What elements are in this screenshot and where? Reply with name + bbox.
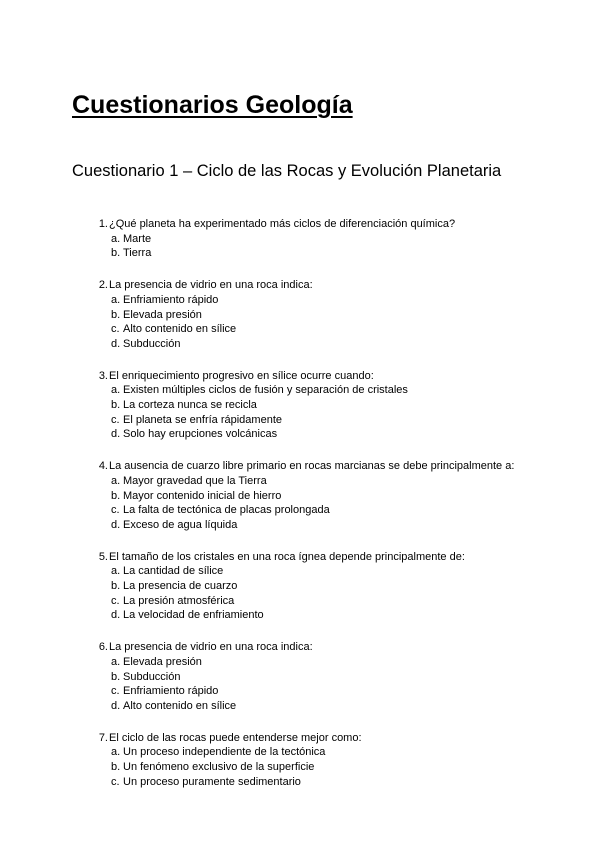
question-item xyxy=(72,550,542,624)
question-number-cell xyxy=(72,369,108,384)
question-number: 7. xyxy=(98,731,108,744)
question-line xyxy=(72,550,542,565)
question-item xyxy=(72,640,542,714)
option-list xyxy=(72,383,542,442)
option-letter: c. xyxy=(111,504,120,517)
option-text: Alto contenido en sílice xyxy=(123,323,237,336)
option-text: Un proceso puramente sedimentario xyxy=(123,775,301,788)
question-text: ¿Qué planeta ha experimentado más ciclos de diferenciación química? xyxy=(109,218,456,230)
option-item xyxy=(72,579,542,594)
question-line xyxy=(72,731,542,746)
question-item xyxy=(72,731,542,790)
option-text: Un proceso independiente de la tectónica xyxy=(123,746,326,759)
question-line xyxy=(72,369,542,384)
option-item xyxy=(72,427,542,442)
question-number: 2. xyxy=(98,279,108,292)
option-text: La falta de tectónica de placas prolongada xyxy=(123,504,330,517)
option-letter: c. xyxy=(111,775,120,788)
option-item xyxy=(72,745,542,760)
question-number-cell xyxy=(72,640,108,655)
option-item xyxy=(72,308,542,323)
section-title: Cuestionario 1 – Ciclo de las Rocas y Evolución Planetaria xyxy=(72,162,502,180)
option-list xyxy=(72,293,542,352)
question-number: 5. xyxy=(98,550,108,563)
option-letter: b. xyxy=(111,308,121,321)
option-item xyxy=(72,474,542,489)
option-letter: c. xyxy=(111,685,120,698)
option-text: Elevada presión xyxy=(123,655,202,668)
option-text: Enfriamiento rápido xyxy=(123,293,219,306)
question-line xyxy=(72,278,542,293)
option-text: La presión atmosférica xyxy=(123,594,235,607)
question-number-cell xyxy=(72,217,108,232)
option-letter: d. xyxy=(111,518,121,531)
question-list xyxy=(72,217,542,807)
option-item xyxy=(72,684,542,699)
option-letter: a. xyxy=(111,655,121,668)
option-item xyxy=(72,655,542,670)
option-item xyxy=(72,564,542,579)
option-text: Marte xyxy=(123,232,152,245)
option-letter: c. xyxy=(111,594,120,607)
option-text: La velocidad de enfriamiento xyxy=(123,609,264,622)
option-item xyxy=(72,699,542,714)
option-list xyxy=(72,564,542,623)
question-item xyxy=(72,217,542,261)
option-letter: d. xyxy=(111,337,121,350)
option-text: La presencia de cuarzo xyxy=(123,580,238,593)
option-list xyxy=(72,745,542,789)
question-line xyxy=(72,217,542,232)
option-text: Subducción xyxy=(123,337,181,350)
option-text: Subducción xyxy=(123,670,181,683)
question-item xyxy=(72,278,542,352)
question-number-cell xyxy=(72,550,108,565)
option-item xyxy=(72,383,542,398)
question-number: 1. xyxy=(98,218,108,230)
option-text: Un fenómeno exclusivo de la superficie xyxy=(123,761,315,774)
option-text: La cantidad de sílice xyxy=(123,565,224,578)
question-item xyxy=(72,459,542,533)
question-number: 4. xyxy=(98,460,108,473)
option-item xyxy=(72,775,542,790)
question-item xyxy=(72,369,542,443)
question-text: El enriquecimiento progresivo en sílice ocurre cuando: xyxy=(109,369,374,382)
option-item xyxy=(72,518,542,533)
option-letter: a. xyxy=(111,474,121,487)
option-text: Existen múltiples ciclos de fusión y separación de cristales xyxy=(123,384,408,397)
option-list xyxy=(72,232,542,261)
option-letter: b. xyxy=(111,670,121,683)
question-number-cell xyxy=(72,278,108,293)
option-item xyxy=(72,503,542,518)
option-item xyxy=(72,489,542,504)
option-item xyxy=(72,413,542,428)
option-item xyxy=(72,246,542,261)
option-letter: d. xyxy=(111,699,121,712)
option-text: Enfriamiento rápido xyxy=(123,685,219,698)
question-line xyxy=(72,640,542,655)
option-list xyxy=(72,655,542,714)
question-number: 3. xyxy=(98,369,108,382)
option-item xyxy=(72,293,542,308)
question-line xyxy=(72,459,542,474)
option-letter: a. xyxy=(111,565,121,578)
option-letter: b. xyxy=(111,489,121,502)
option-text: Tierra xyxy=(123,247,152,260)
option-item xyxy=(72,670,542,685)
option-letter: d. xyxy=(111,609,121,622)
question-number-cell xyxy=(72,459,108,474)
option-item xyxy=(72,232,542,247)
option-letter: d. xyxy=(111,428,121,441)
option-letter: b. xyxy=(111,399,121,412)
question-text: La presencia de vidrio en una roca indica: xyxy=(109,279,313,292)
option-item xyxy=(72,337,542,352)
question-text: La ausencia de cuarzo libre primario en rocas marcianas se debe principalmente a: xyxy=(109,460,515,473)
option-item xyxy=(72,608,542,623)
question-text: El ciclo de las rocas puede entenderse mejor como: xyxy=(109,731,362,744)
question-text: El tamaño de los cristales en una roca ígnea depende principalmente de: xyxy=(109,550,465,563)
option-text: Alto contenido en sílice xyxy=(123,699,237,712)
option-item xyxy=(72,322,542,337)
document-title: Cuestionarios Geología xyxy=(72,91,353,119)
option-text: Mayor gravedad que la Tierra xyxy=(123,474,267,487)
option-text: El planeta se enfría rápidamente xyxy=(123,413,282,426)
question-number-cell xyxy=(72,731,108,746)
question-text: La presencia de vidrio en una roca indica: xyxy=(109,641,313,654)
question-number: 6. xyxy=(98,641,108,654)
option-text: La corteza nunca se recicla xyxy=(123,399,257,412)
option-text: Solo hay erupciones volcánicas xyxy=(123,428,278,441)
option-text: Elevada presión xyxy=(123,308,202,321)
option-letter: a. xyxy=(111,293,121,306)
option-letter: b. xyxy=(111,761,121,774)
option-text: Exceso de agua líquida xyxy=(123,518,238,531)
option-letter: a. xyxy=(111,232,121,245)
option-letter: b. xyxy=(111,580,121,593)
option-item xyxy=(72,398,542,413)
option-letter: b. xyxy=(111,247,121,260)
option-letter: a. xyxy=(111,746,121,759)
option-text: Mayor contenido inicial de hierro xyxy=(123,489,282,502)
option-letter: c. xyxy=(111,413,120,426)
option-item xyxy=(72,594,542,609)
option-item xyxy=(72,760,542,775)
option-list xyxy=(72,474,542,533)
option-letter: c. xyxy=(111,323,120,336)
option-letter: a. xyxy=(111,384,121,397)
